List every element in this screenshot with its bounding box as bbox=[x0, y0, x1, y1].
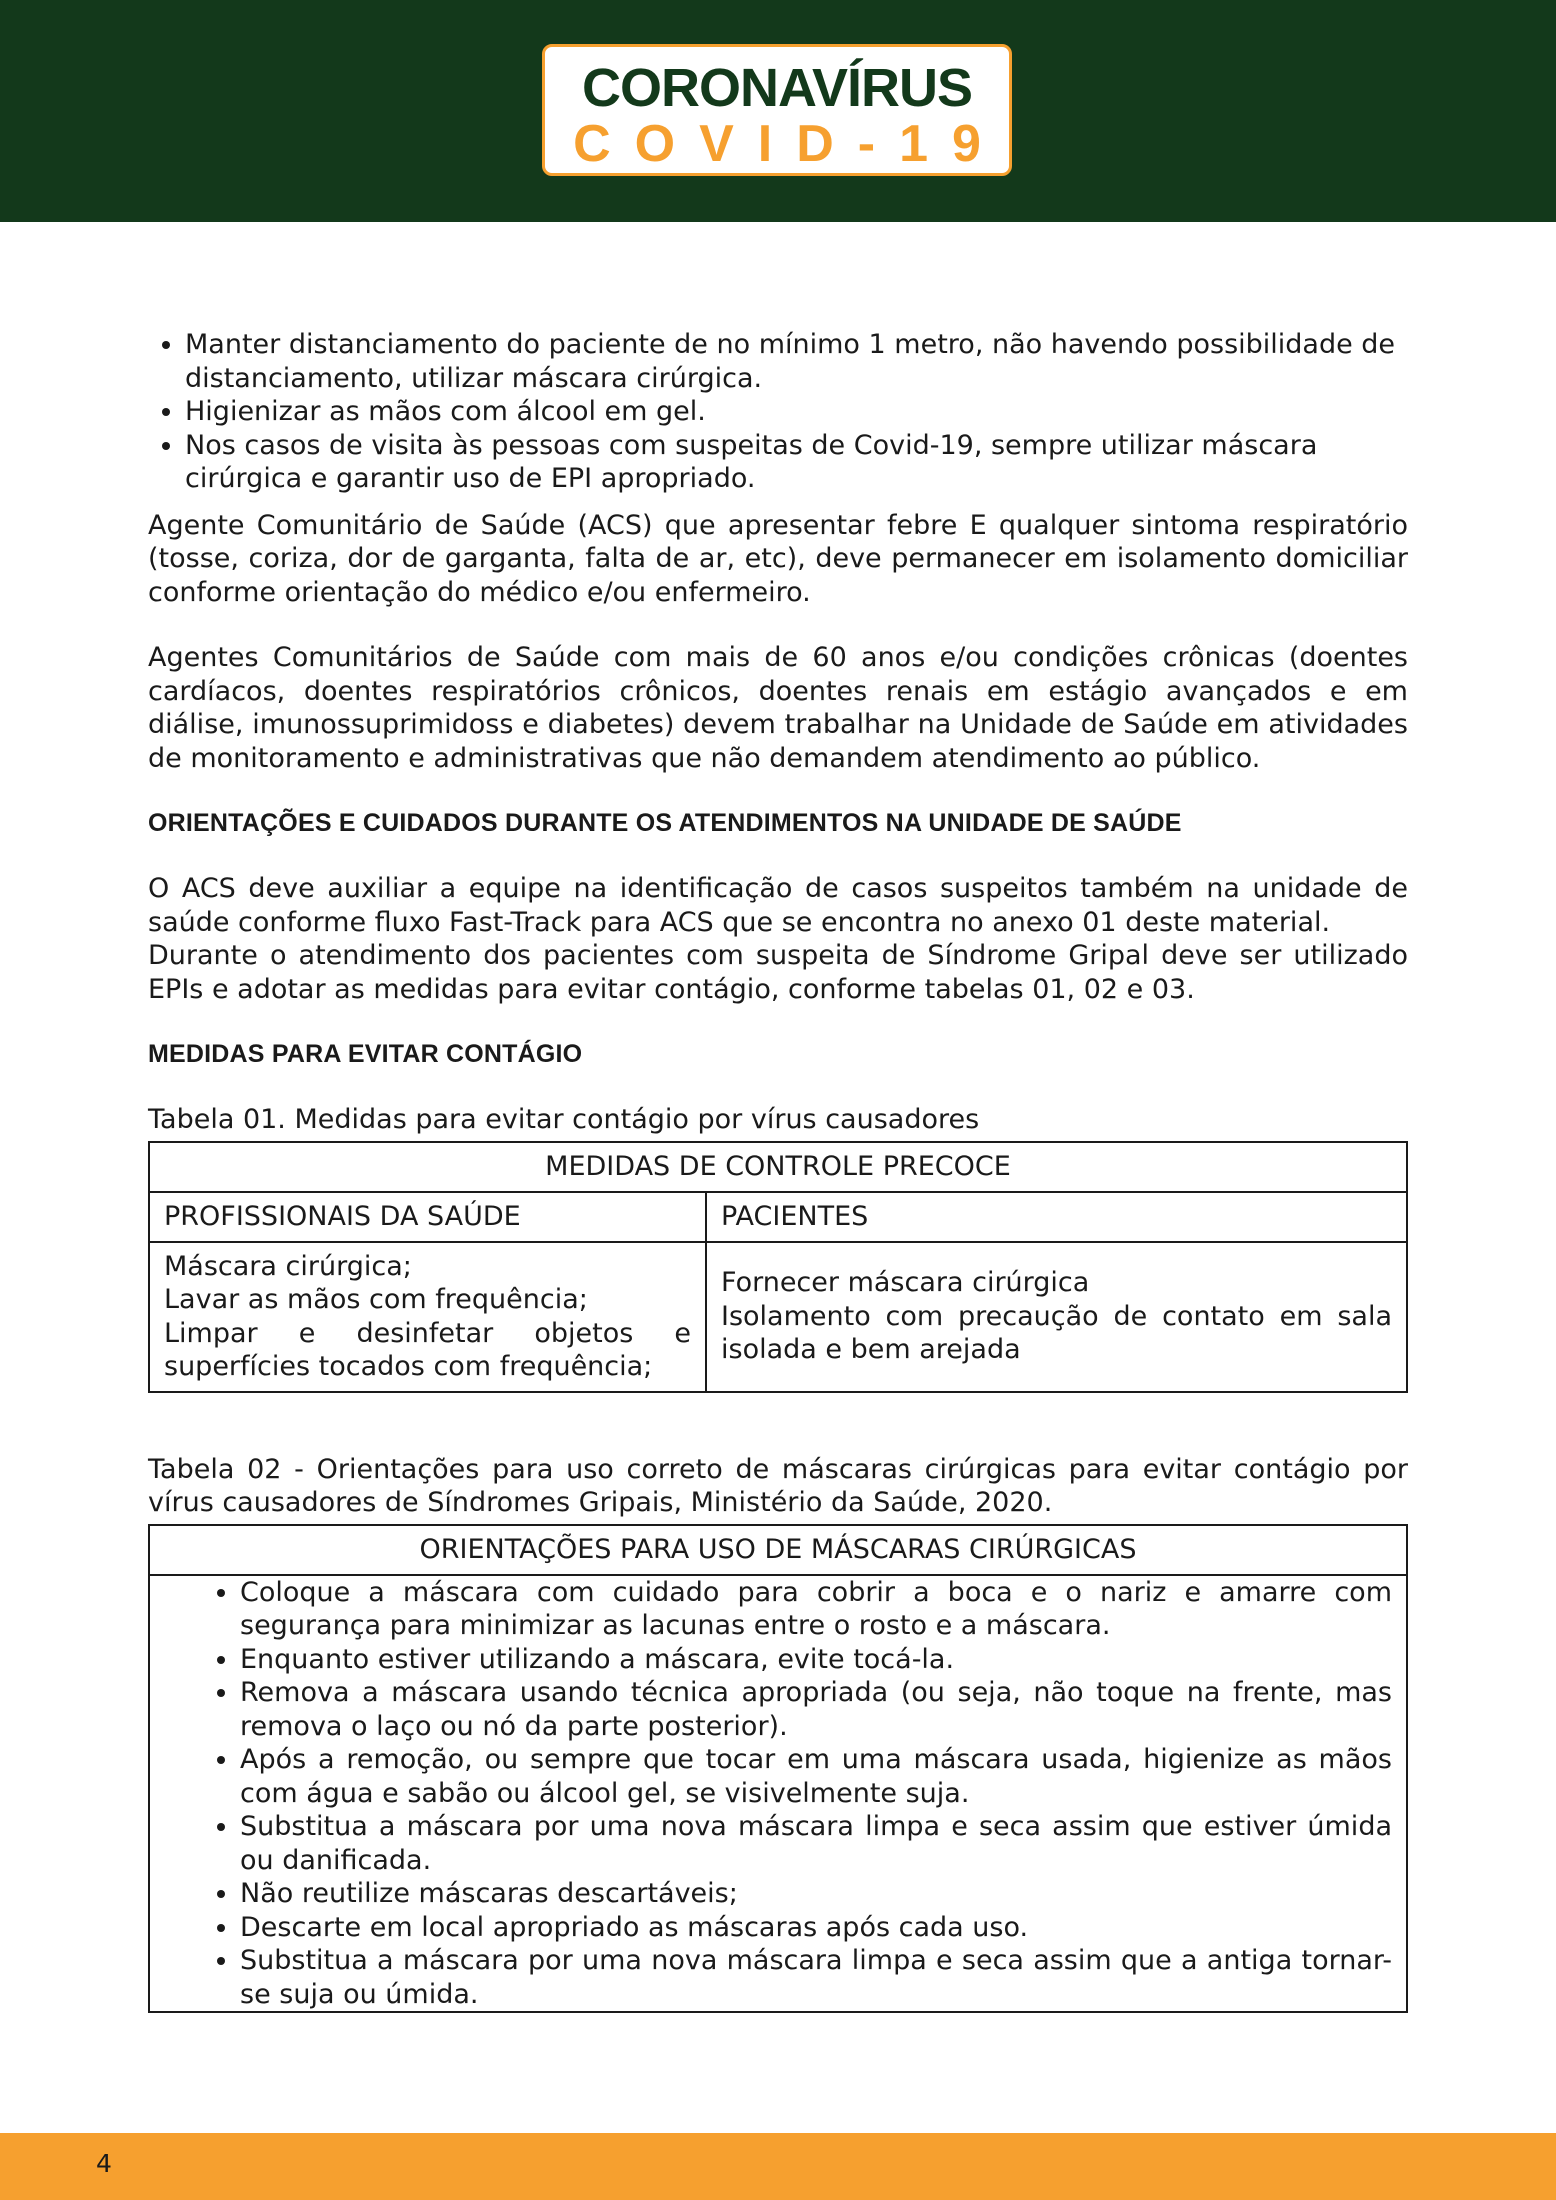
list-item: • Remova a máscara usando técnica apropriada (ou seja, não toque na frente, mas remova o laço ou nó da parte posterior). bbox=[240, 1676, 1392, 1743]
list-item: • Substitua a máscara por uma nova máscara limpa e seca assim que estiver úmida ou danificada. bbox=[240, 1810, 1392, 1877]
table1-patients-cell bbox=[706, 1242, 1407, 1392]
top-bullet-list bbox=[148, 328, 1408, 496]
list-item: • Nos casos de visita às pessoas com suspeitas de Covid-19, sempre utilizar máscara cirúrgica e garantir uso de EPI apropriado. bbox=[185, 429, 1408, 496]
list-item: • Coloque a máscara com cuidado para cobrir a boca e o nariz e amarre com segurança para minimizar as lacunas entre o rosto e a máscara. bbox=[240, 1576, 1392, 1643]
table-surgical-mask-guidelines bbox=[148, 1524, 1408, 2014]
list-item: • Não reutilize máscaras descartáveis; bbox=[240, 1877, 1392, 1911]
logo-line-2: COVID-19 bbox=[573, 115, 1005, 173]
table2-caption: Tabela 02 - Orientações para uso correto de máscaras cirúrgicas para evitar contágio por vírus causadores de Síndromes Gripais, Ministério da Saúde, 2020. bbox=[148, 1453, 1408, 1518]
page-content bbox=[148, 328, 1408, 2013]
table1-professionals-cell bbox=[149, 1242, 706, 1392]
paragraph-acs-symptoms: Agente Comunitário de Saúde (ACS) que apresentar febre E qualquer sintoma respiratório (tosse, coriza, dor de garganta, falta de ar, etc), deve permanecer em isolamento domiciliar conforme orientação do médico e/ou enfermeiro. bbox=[148, 509, 1408, 608]
table-line: Limpar e desinfetar objetos e superfícies tocados com frequência; bbox=[164, 1317, 691, 1382]
table-line: Isolamento com precaução de contato em sala isolada e bem arejada bbox=[721, 1300, 1392, 1366]
table1-title: MEDIDAS DE CONTROLE PRECOCE bbox=[149, 1142, 1407, 1192]
table-early-control-measures bbox=[148, 1141, 1408, 1393]
paragraph-epis: Durante o atendimento dos pacientes com suspeita de Síndrome Gripal deve ser utilizado EPIs e adotar as medidas para evitar contágio, conforme tabelas 01, 02 e 03. bbox=[148, 940, 1408, 1005]
page-number: 4 bbox=[96, 2149, 112, 2178]
list-item: • Após a remoção, ou sempre que tocar em uma máscara usada, higienize as mãos com água e sabão ou álcool gel, se visivelmente suja. bbox=[240, 1743, 1392, 1810]
section-heading-medidas: MEDIDAS PARA EVITAR CONTÁGIO bbox=[148, 1040, 583, 1068]
list-item: • Manter distanciamento do paciente de no mínimo 1 metro, não havendo possibilidade de distanciamento, utilizar máscara cirúrgica. bbox=[185, 328, 1408, 395]
table2-guidelines-cell bbox=[149, 1575, 1407, 2013]
page-header bbox=[0, 0, 1556, 222]
table1-col-patients: PACIENTES bbox=[706, 1192, 1407, 1242]
list-item: • Enquanto estiver utilizando a máscara, evite tocá-la. bbox=[240, 1643, 1392, 1677]
list-item: • Higienizar as mãos com álcool em gel. bbox=[185, 395, 1408, 429]
table1-caption: Tabela 01. Medidas para evitar contágio por vírus causadores bbox=[148, 1104, 980, 1135]
section-heading-orientacoes: ORIENTAÇÕES E CUIDADOS DURANTE OS ATENDIMENTOS NA UNIDADE DE SAÚDE bbox=[148, 809, 1182, 837]
list-item: • Substitua a máscara por uma nova máscara limpa e seca assim que a antiga tornar- se suja ou úmida. bbox=[240, 1944, 1392, 2011]
table-line: Máscara cirúrgica; bbox=[164, 1250, 412, 1282]
paragraph-acs-over-60: Agentes Comunitários de Saúde com mais de 60 anos e/ou condições crônicas (doentes cardíacos, doentes respiratórios crônicos, doentes renais em estágio avançados e em diálise, imunossuprimidoss e diabetes) devem trabalhar na Unidade de Saúde em atividades de monitoramento e administrativas que não demandem atendimento ao público. bbox=[148, 642, 1408, 774]
table-line: Fornecer máscara cirúrgica bbox=[721, 1267, 1090, 1299]
table-line: Lavar as mãos com frequência; bbox=[164, 1284, 588, 1315]
logo-line-1: CORONAVÍRUS bbox=[581, 58, 973, 118]
coronavirus-logo bbox=[542, 44, 1012, 176]
table1-col-health-professionals: PROFISSIONAIS DA SAÚDE bbox=[149, 1192, 706, 1242]
mask-guidelines-list bbox=[164, 1576, 1392, 2012]
page-footer bbox=[0, 2133, 1556, 2200]
table2-title: ORIENTAÇÕES PARA USO DE MÁSCARAS CIRÚRGICAS bbox=[149, 1525, 1407, 1575]
list-item: • Descarte em local apropriado as máscaras após cada uso. bbox=[240, 1911, 1392, 1945]
paragraph-fast-track: O ACS deve auxiliar a equipe na identificação de casos suspeitos também na unidade de saúde conforme fluxo Fast-Track para ACS que se encontra no anexo 01 deste material. bbox=[148, 873, 1408, 938]
